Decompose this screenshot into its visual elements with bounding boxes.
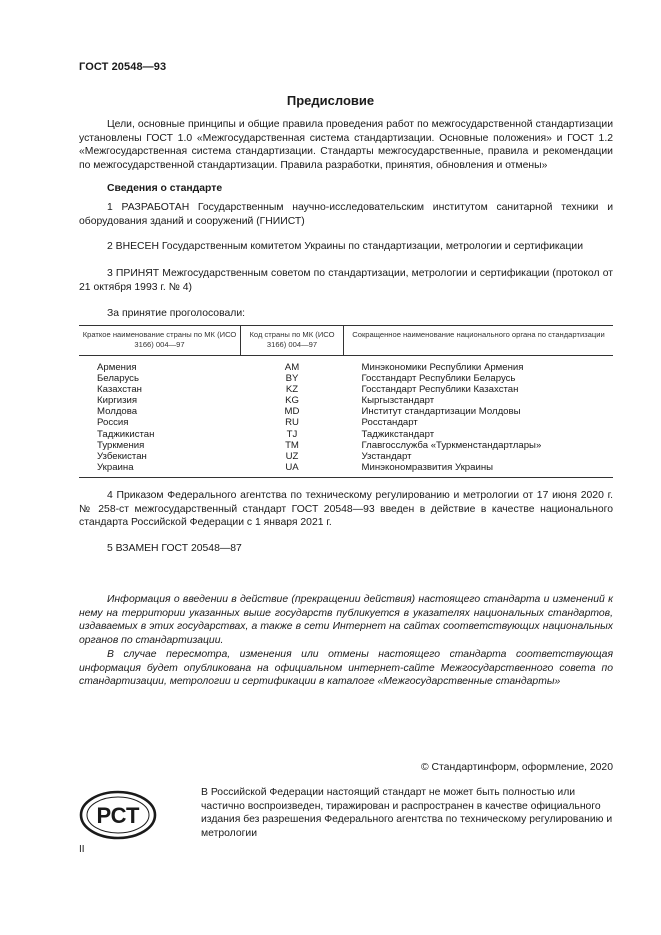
- logo-text: РСТ: [96, 803, 140, 828]
- code-cell: BY: [285, 373, 299, 385]
- reproduction-notice: В Российской Федерации настоящий стандарт не может быть полностью или частично воспроизведен, тиражирован и распространен в качестве официального издания без разрешения Федерального агентства по техническому регулированию и метрологии: [201, 787, 613, 839]
- col-header-code: Код страны по МК (ИСО 3166) 004—97: [241, 326, 344, 356]
- country-cell: Россия: [97, 417, 129, 429]
- item-order: 4 Приказом Федерального агентства по техническому регулированию и метрологии от 17 июня 2020 г. № 258-ст межгосударственный стандарт ГОСТ 20548—93 введен в действие в качестве национального стандарта Российской Федерации с 1 января 2021 г.: [79, 490, 613, 529]
- body-cell: Узстандарт: [361, 450, 412, 462]
- item-adopted: 3 ПРИНЯТ Межгосударственным советом по стандартизации, метрологии и сертификации (протокол от 21 октября 1993 г. № 4): [79, 268, 613, 293]
- table-row: [79, 417, 613, 428]
- country-cell: Беларусь: [97, 373, 139, 385]
- country-cell: Узбекистан: [97, 450, 147, 462]
- country-cell: Армения: [97, 362, 137, 373]
- table-header-row: [79, 326, 613, 356]
- table-row: [79, 440, 613, 451]
- table-row: [79, 429, 613, 440]
- code-cell: UZ: [285, 450, 299, 462]
- rst-logo: [79, 790, 159, 840]
- intro-paragraph: Цели, основные принципы и общие правила проведения работ по межгосударственной стандартизации установлены ГОСТ 1.0 «Межгосударственная система стандартизации. Основные положения» и ГОСТ 1.2 «Межгосударственная система стандартизации. Стандарты межгосударственные, правила и рекомендации по межгосударственной стандартизации. Правила разработки, принятия, обновления и отмены»: [79, 119, 613, 171]
- body-cell: Минэкономразвития Украины: [344, 462, 614, 478]
- page-number: II: [79, 844, 85, 855]
- item-developed: 1 РАЗРАБОТАН Государственным научно-исследовательским институтом санитарной техники и оборудования зданий и сооружений (ГНИИСТ): [79, 202, 613, 227]
- country-cell: Туркмения: [97, 439, 145, 451]
- col-header-body: Сокращенное наименование национального органа по стандартизации: [352, 330, 605, 339]
- country-cell: Таджикистан: [97, 428, 155, 440]
- table-row: [79, 373, 613, 384]
- body-cell: Институт стандартизации Молдовы: [361, 406, 521, 418]
- body-cell: Госстандарт Республики Беларусь: [361, 373, 516, 385]
- table-row: [79, 462, 613, 478]
- body-cell: Госстандарт Республики Казахстан: [361, 384, 519, 396]
- code-cell: MD: [284, 406, 300, 418]
- country-cell: Украина: [79, 462, 241, 478]
- info-note-revision: В случае пересмотра, изменения или отмены настоящего стандарта соответствующая информация будет опубликована на официальном интернет-сайте Межгосударственного совета по стандартизации, метрологии и сертификации в каталоге «Межгосударственные стандарты»: [79, 649, 613, 688]
- votes-table: [79, 325, 613, 478]
- table-row: [79, 384, 613, 395]
- country-cell: Казахстан: [97, 384, 142, 396]
- body-cell: Минэкономики Республики Армения: [361, 362, 524, 373]
- country-cell: Киргизия: [97, 395, 138, 407]
- body-cell: Таджикстандарт: [361, 428, 435, 440]
- body-cell: Росстандарт: [361, 417, 418, 429]
- code-cell: TJ: [286, 428, 298, 440]
- body-cell: Кыргызстандарт: [361, 395, 435, 407]
- code-cell: KG: [285, 395, 299, 407]
- subheading: Сведения о стандарте: [107, 183, 223, 194]
- table-row: [79, 356, 613, 374]
- item-introduced: 2 ВНЕСЕН Государственным комитетом Украины по стандартизации, метрологии и сертификации: [107, 241, 584, 252]
- table-row: [79, 395, 613, 406]
- rst-logo-icon: [79, 790, 159, 840]
- info-note-publication: Информация о введении в действие (прекращении действия) настоящего стандарта и изменений к нему на территории указанных выше государств публикуется в указателях национальных стандартов, издаваемых в этих государствах, а также в сети Интернет на сайтах соответствующих национальных органов по стандартизации.: [79, 594, 613, 646]
- document-code: ГОСТ 20548—93: [79, 61, 167, 73]
- page-title: Предисловие: [286, 93, 375, 108]
- code-cell: UA: [241, 462, 344, 478]
- votes-label: За принятие проголосовали:: [107, 308, 246, 319]
- col-header-country: Краткое наименование страны по МК (ИСО 3166) 004—97: [79, 326, 241, 356]
- item-replaced: 5 ВЗАМЕН ГОСТ 20548—87: [107, 543, 242, 554]
- body-cell: Главгосслужба «Туркменстандартлары»: [361, 439, 542, 451]
- table-row: [79, 451, 613, 462]
- code-cell: TM: [285, 439, 299, 451]
- code-cell: RU: [285, 417, 299, 429]
- table-row: [79, 406, 613, 417]
- code-cell: KZ: [285, 384, 299, 396]
- code-cell: AM: [284, 362, 300, 373]
- country-cell: Молдова: [97, 406, 138, 418]
- copyright: © Стандартинформ, оформление, 2020: [420, 762, 613, 773]
